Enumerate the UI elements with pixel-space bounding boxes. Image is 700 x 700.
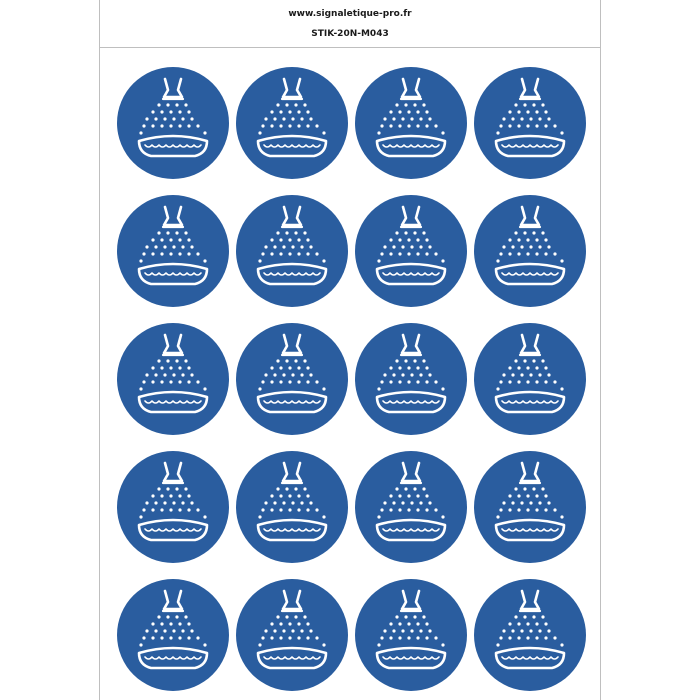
product-reference: STIK-20N-M043 <box>311 29 389 39</box>
sheet-header <box>100 0 600 48</box>
website-label: www.signaletique-pro.fr <box>288 9 412 19</box>
sticker-sheet <box>99 0 601 700</box>
